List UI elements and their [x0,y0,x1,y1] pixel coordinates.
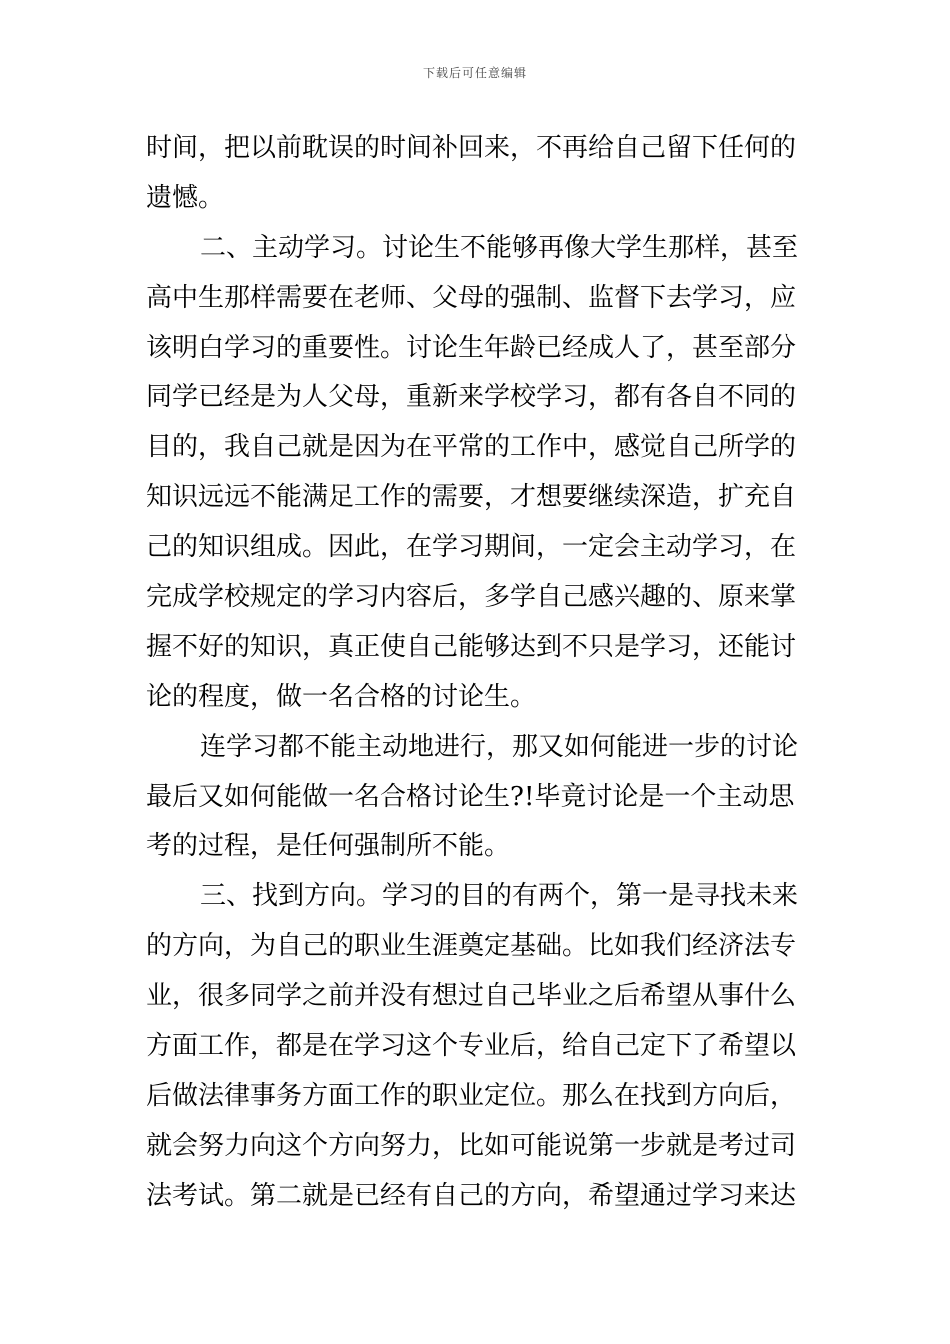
text-line: 时间，把以前耽误的时间补回来，不再给自己留下任何的 [146,133,797,163]
text-line: 法考试。第二就是已经有自己的方向，希望通过学习来达 [146,1180,797,1211]
text-line: 业，很多同学之前并没有想过自己毕业之后希望从事什么 [146,981,797,1012]
text-line: 高中生那样需要在老师、父母的强制、监督下去学习，应 [146,282,797,313]
paragraph-find-direction [146,872,826,1221]
text-line: 就会努力向这个方向努力，比如可能说第一步就是考过司 [146,1130,797,1161]
text-line: 二、主动学习。讨论生不能够再像大学生那样，甚至 [200,232,799,263]
document-body [146,124,826,1222]
text-line: 论的程度，做一名合格的讨论生。 [146,681,537,712]
text-line: 目的，我自己就是因为在平常的工作中，感觉自己所学的 [146,432,797,463]
text-line: 握不好的知识，真正使自己能够达到不只是学习，还能讨 [146,631,797,662]
text-line: 知识远远不能满足工作的需要，才想要继续深造，扩充自 [146,482,797,513]
text-line: 三、找到方向。学习的目的有两个，第一是寻找未来 [200,881,799,912]
text-line: 遗憾。 [146,182,225,213]
text-line: 同学已经是为人父母，重新来学校学习，都有各自不同的 [146,382,797,413]
paragraph-initiative [146,723,826,873]
text-line: 最后又如何能做一名合格讨论生?!毕竟讨论是一个主动思 [146,781,795,812]
text-line: 后做法律事务方面工作的职业定位。那么在找到方向后， [146,1080,797,1111]
page-header: 下载后可任意编辑 [422,66,527,80]
text-line: 的方向，为自己的职业生涯奠定基础。比如我们经济法专 [146,931,797,962]
text-line: 考的过程，是任何强制所不能。 [146,831,511,862]
text-line: 方面工作，都是在学习这个专业后，给自己定下了希望以 [146,1031,797,1062]
text-line: 己的知识组成。因此，在学习期间，一定会主动学习，在 [146,532,797,563]
paragraph-active-learning [146,224,826,723]
text-line: 连学习都不能主动地进行，那又如何能进一步的讨论 [200,731,799,762]
text-line: 完成学校规定的学习内容后，多学自己感兴趣的、原来掌 [146,582,797,613]
paragraph-continuation [146,124,826,224]
text-line: 该明白学习的重要性。讨论生年龄已经成人了，甚至部分 [146,332,797,363]
